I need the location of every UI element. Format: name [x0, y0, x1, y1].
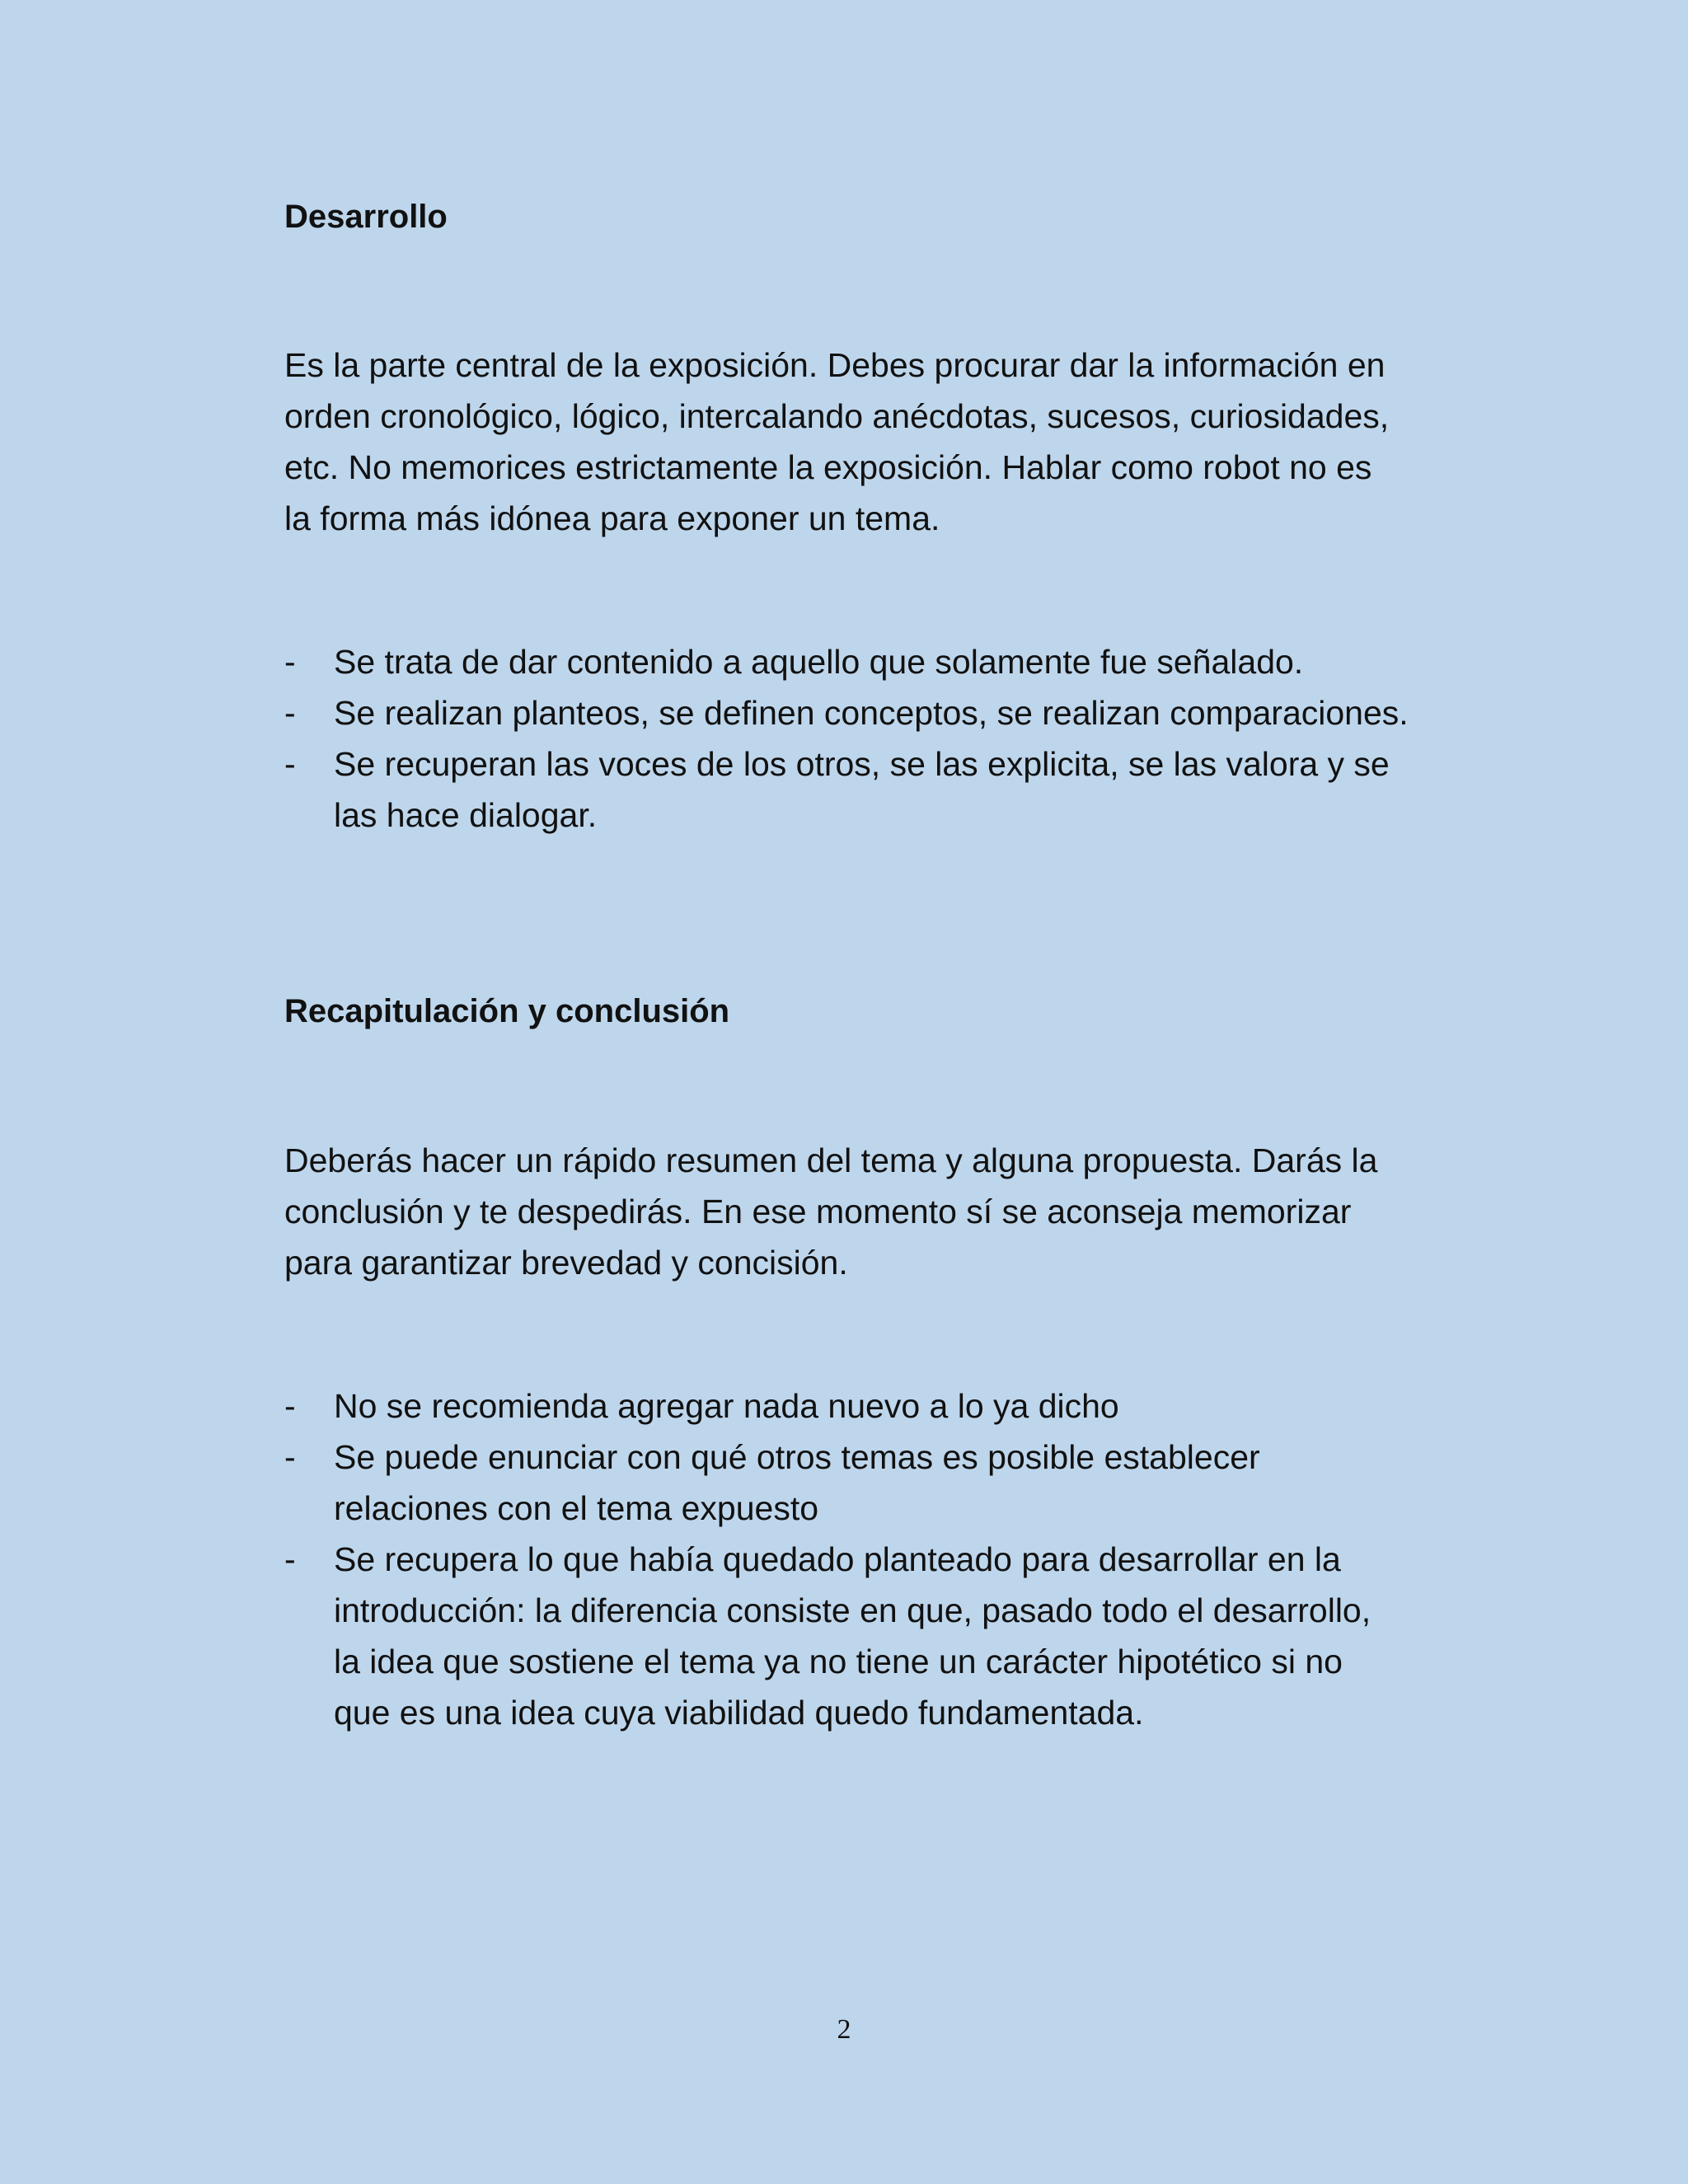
list-item-line: introducción: la diferencia consiste en que, pasado todo el desarrollo,: [334, 1591, 1372, 1629]
list-item: [284, 1534, 1455, 1738]
list-item-line: relaciones con el tema expuesto: [334, 1489, 819, 1527]
list-item-line: Se recupera lo que había quedado planteado para desarrollar en la: [334, 1540, 1341, 1578]
paragraph-line: etc. No memorices estrictamente la exposición. Hablar como robot no es: [284, 448, 1372, 486]
list-item-line: Se recuperan las voces de los otros, se las explicita, se las valora y se: [334, 745, 1390, 783]
bullet-dash: -: [284, 1387, 296, 1425]
paragraph-desarrollo: [284, 340, 1455, 544]
list-item-line: la idea que sostiene el tema ya no tiene un carácter hipotético si no: [334, 1643, 1343, 1680]
section-heading-recapitulacion: Recapitulación y conclusión: [284, 993, 730, 1029]
paragraph-line: la forma más idónea para exponer un tema.: [284, 499, 940, 537]
paragraph-line: conclusión y te despedirás. En ese momento sí se aconseja memorizar: [284, 1193, 1352, 1230]
paragraph-recapitulacion: [284, 1135, 1455, 1288]
bullet-dash: -: [284, 1540, 296, 1578]
page-number: 2: [837, 2014, 851, 2045]
bullet-list-desarrollo: [284, 636, 1455, 841]
list-item-line: las hace dialogar.: [334, 796, 598, 834]
list-item-line: Se realizan planteos, se definen conceptos, se realizan comparaciones.: [334, 694, 1409, 732]
paragraph-line: para garantizar brevedad y concisión.: [284, 1244, 848, 1282]
paragraph-line: orden cronológico, lógico, intercalando anécdotas, sucesos, curiosidades,: [284, 397, 1390, 435]
bullet-dash: -: [284, 745, 296, 783]
bullet-dash: -: [284, 694, 296, 732]
paragraph-line: Es la parte central de la exposición. Debes procurar dar la información en: [284, 346, 1386, 384]
list-item: [284, 1380, 1455, 1432]
paragraph-line: Deberás hacer un rápido resumen del tema y alguna propuesta. Darás la: [284, 1141, 1378, 1179]
bullet-dash: -: [284, 643, 296, 681]
bullet-dash: -: [284, 1438, 296, 1476]
list-item-line: que es una idea cuya viabilidad quedo fundamentada.: [334, 1694, 1144, 1732]
bullet-list-recapitulacion: [284, 1380, 1455, 1738]
list-item: [284, 687, 1455, 738]
list-item: [284, 1432, 1455, 1534]
list-item: [284, 636, 1455, 687]
section-heading-desarrollo: Desarrollo: [284, 199, 448, 235]
list-item-line: Se puede enunciar con qué otros temas es posible establecer: [334, 1438, 1260, 1476]
list-item-line: Se trata de dar contenido a aquello que solamente fue señalado.: [334, 643, 1304, 681]
list-item: [284, 738, 1455, 841]
list-item-line: No se recomienda agregar nada nuevo a lo ya dicho: [334, 1387, 1119, 1425]
